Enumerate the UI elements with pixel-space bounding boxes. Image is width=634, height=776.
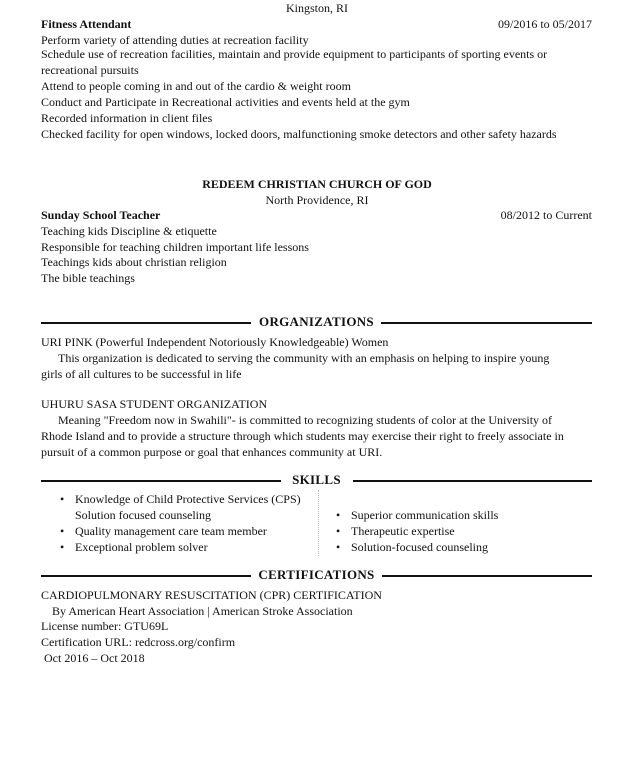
- organization-name: UHURU SASA STUDENT ORGANIZATION: [41, 397, 268, 411]
- divider: [353, 480, 592, 482]
- skills-list-right: [336, 507, 498, 555]
- organization-description: This organization is dedicated to serving the community with an emphasis on helping to inspire young girls of all cultures to be successful in life: [41, 351, 550, 381]
- duty-item: Recorded information in client files: [41, 111, 213, 125]
- skill-item: • Solution-focused counseling: [336, 540, 488, 554]
- skill-item: • Knowledge of Child Protective Services (CPS): [60, 492, 301, 506]
- divider: [382, 575, 592, 577]
- duty-item: Responsible for teaching children important life lessons: [41, 240, 309, 254]
- organizations-section-header: [41, 314, 592, 330]
- skill-item: • Superior communication skills: [336, 508, 499, 522]
- section-title: SKILLS: [292, 472, 341, 487]
- organization-name: URI PINK (Powerful Independent Notoriously Knowledgeable) Women: [41, 335, 389, 349]
- bullet-icon: •: [336, 540, 341, 554]
- bullet-icon: •: [60, 524, 65, 538]
- duty-item: Teaching kids Discipline & etiquette: [41, 224, 217, 238]
- certifications-section-header: [41, 567, 592, 583]
- skill-item: Solution focused counseling: [75, 508, 211, 522]
- duty-item: Conduct and Participate in Recreational activities and events held at the gym: [41, 95, 410, 109]
- duty-item: Checked facility for open windows, locked doors, malfunctioning smoke detectors and other safety hazards: [41, 127, 557, 141]
- job-title: Fitness Attendant: [41, 17, 132, 31]
- divider: [381, 322, 592, 324]
- duty-item: Schedule use of recreation facilities, maintain and provide equipment to participants of sporting events or recreational pursuits: [41, 47, 548, 77]
- skills-list-left: [60, 491, 301, 555]
- column-divider: [318, 490, 319, 556]
- skill-item: • Therapeutic expertise: [336, 524, 455, 538]
- certification-license: License number: GTU69L: [41, 619, 169, 633]
- bullet-icon: •: [336, 508, 341, 522]
- bullet-icon: •: [60, 540, 65, 554]
- certification-dates: Oct 2016 – Oct 2018: [44, 651, 145, 665]
- section-title: CERTIFICATIONS: [258, 567, 375, 582]
- bullet-icon: •: [336, 524, 341, 538]
- certification-url: Certification URL: redcross.org/confirm: [41, 635, 236, 649]
- certification-issuer: By American Heart Association | American Stroke Association: [52, 604, 353, 618]
- duty-item: Teachings kids about christian religion: [41, 255, 227, 269]
- section-title: ORGANIZATIONS: [259, 314, 374, 329]
- job-dates: 09/2016 to 05/2017: [497, 17, 592, 31]
- bullet-icon: •: [60, 492, 65, 506]
- job-location: Kingston, RI: [285, 1, 348, 15]
- employer-location: North Providence, RI: [265, 193, 369, 207]
- skills-section-header: [41, 472, 592, 488]
- skill-item: • Quality management care team member: [60, 524, 267, 538]
- job-dates: 08/2012 to Current: [500, 208, 592, 222]
- certification-name: CARDIOPULMONARY RESUSCITATION (CPR) CERTIFICATION: [41, 588, 382, 602]
- organization-description: Meaning "Freedom now in Swahili"- is committed to recognizing students of color at the University of Rhode Island and to provide a structure through which students may exercise their right to freely associate in pursuit of a common purpose or goal that enhances community at URI.: [41, 413, 564, 459]
- employer-name: REDEEM CHRISTIAN CHURCH OF GOD: [202, 177, 432, 191]
- skill-item: • Exceptional problem solver: [60, 540, 208, 554]
- duty-item: Perform variety of attending duties at recreation facility: [41, 33, 309, 47]
- duty-item: Attend to people coming in and out of the cardio & weight room: [41, 79, 351, 93]
- job-title: Sunday School Teacher: [41, 208, 161, 222]
- duty-item: The bible teachings: [41, 271, 135, 285]
